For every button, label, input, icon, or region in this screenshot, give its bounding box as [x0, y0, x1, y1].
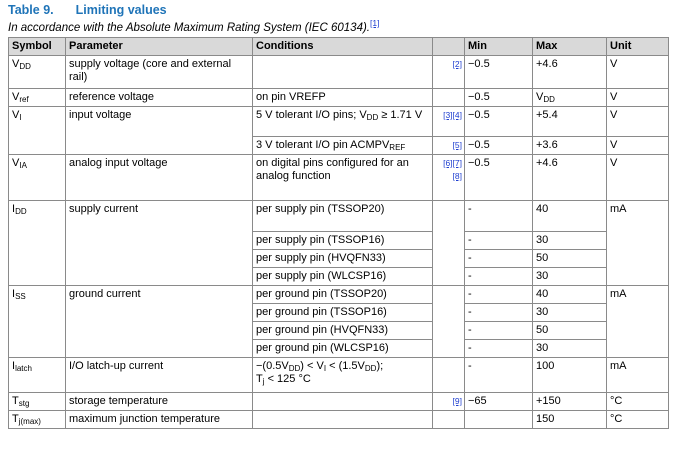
table-row [9, 411, 669, 429]
parameter-cell: I/O latch-up current [66, 358, 253, 393]
unit-cell: V [607, 107, 669, 137]
unit-cell: mA [607, 201, 669, 286]
header-row [9, 38, 669, 56]
conditions-cell: per supply pin (TSSOP16) [253, 232, 433, 250]
conditions-cell [253, 393, 433, 411]
symbol-cell: $V_I$ [9, 107, 66, 155]
max-cell: $V_{DD}$ [533, 89, 607, 107]
symbol-cell: $V_{IA}$ [9, 155, 66, 201]
header-min: Min [465, 38, 533, 56]
min-cell: - [465, 201, 533, 232]
max-cell: 30 [533, 304, 607, 322]
header-notes [433, 38, 465, 56]
min-cell: - [465, 358, 533, 393]
min-cell: −65 [465, 393, 533, 411]
parameter-cell: supply current [66, 201, 253, 286]
conditions-cell: 5 V tolerant I/O pins; $V_{DD} \ge 1.71$ V [253, 107, 433, 137]
min-cell [465, 411, 533, 429]
unit-cell: mA [607, 286, 669, 358]
conditions-cell: per ground pin (HVQFN33) [253, 322, 433, 340]
min-cell: −0.5 [465, 155, 533, 201]
conditions-cell: per ground pin (WLCSP16) [253, 340, 433, 358]
conditions-cell: per supply pin (HVQFN33) [253, 250, 433, 268]
unit-cell: V [607, 56, 669, 89]
note-cell [433, 56, 465, 89]
footnote-link[interactable]: [9] [452, 396, 462, 406]
max-cell: 40 [533, 286, 607, 304]
symbol-cell: $V_{ref}$ [9, 89, 66, 107]
note-cell [433, 137, 465, 155]
conditions-cell: per ground pin (TSSOP16) [253, 304, 433, 322]
note-cell [433, 286, 465, 358]
footnote-link[interactable]: [1] [370, 18, 380, 28]
parameter-cell: supply voltage (core and external rail) [66, 56, 253, 89]
unit-cell: V [607, 89, 669, 107]
max-cell: 30 [533, 340, 607, 358]
symbol-cell: $I_{latch}$ [9, 358, 66, 393]
table-row [9, 393, 669, 411]
symbol-cell: $T_{stg}$ [9, 393, 66, 411]
table-row [9, 89, 669, 107]
footnote-link[interactable]: [6][7] [443, 158, 462, 168]
parameter-cell: reference voltage [66, 89, 253, 107]
table-row [9, 286, 669, 304]
limiting-values-table [8, 37, 669, 429]
parameter-cell: ground current [66, 286, 253, 358]
conditions-cell: on pin VREFP [253, 89, 433, 107]
note-cell [433, 411, 465, 429]
header-max: Max [533, 38, 607, 56]
min-cell: −0.5 [465, 137, 533, 155]
min-cell: −0.5 [465, 56, 533, 89]
table-title [8, 3, 379, 17]
max-cell: +4.6 [533, 155, 607, 201]
symbol-cell: $V_{DD}$ [9, 56, 66, 89]
parameter-cell: input voltage [66, 107, 253, 155]
note-cell [433, 89, 465, 107]
note-cell [433, 155, 465, 201]
min-cell: - [465, 232, 533, 250]
conditions-cell [253, 56, 433, 89]
unit-cell: °C [607, 411, 669, 429]
table-row [9, 155, 669, 201]
min-cell: - [465, 250, 533, 268]
symbol-cell: $I_{DD}$ [9, 201, 66, 286]
table-caption [8, 3, 379, 34]
min-cell: −0.5 [465, 89, 533, 107]
min-cell: - [465, 304, 533, 322]
min-cell: −0.5 [465, 107, 533, 137]
table-row [9, 358, 669, 393]
max-cell: 30 [533, 232, 607, 250]
unit-cell: V [607, 155, 669, 201]
table-row [9, 107, 669, 137]
table-row [9, 56, 669, 89]
parameter-cell: maximum junction temperature [66, 411, 253, 429]
min-cell: - [465, 268, 533, 286]
max-cell: 100 [533, 358, 607, 393]
max-cell: 50 [533, 322, 607, 340]
note-cell [433, 107, 465, 137]
symbol-cell: $T_{j(max)}$ [9, 411, 66, 429]
max-cell: 50 [533, 250, 607, 268]
header-unit: Unit [607, 38, 669, 56]
conditions-cell: 3 V tolerant I/O pin $ACMPV_{REF}$ [253, 137, 433, 155]
footnote-link[interactable]: [5] [452, 140, 462, 150]
parameter-cell: analog input voltage [66, 155, 253, 201]
footnote-link[interactable]: [2] [452, 59, 462, 69]
table-subtitle-text: In accordance with the Absolute Maximum Rating System (IEC 60134). [8, 21, 370, 34]
conditions-cell [253, 411, 433, 429]
max-cell: 30 [533, 268, 607, 286]
footnote-link[interactable]: [3][4] [443, 110, 462, 120]
max-cell: +5.4 [533, 107, 607, 137]
min-cell: - [465, 286, 533, 304]
note-cell [433, 201, 465, 286]
note-cell [433, 358, 465, 393]
symbol-cell: $I_{SS}$ [9, 286, 66, 358]
header-symbol: Symbol [9, 38, 66, 56]
note-cell [433, 393, 465, 411]
header-conditions: Conditions [253, 38, 433, 56]
table-row [9, 201, 669, 232]
max-cell: +150 [533, 393, 607, 411]
conditions-cell: $-(0.5V_{DD}) < V_I < (1.5V_{DD})$; $T_j < 125$ °C [253, 358, 433, 393]
max-cell: +3.6 [533, 137, 607, 155]
unit-cell: V [607, 137, 669, 155]
table-label: Table 9. [8, 3, 54, 17]
unit-cell: °C [607, 393, 669, 411]
min-cell: - [465, 340, 533, 358]
max-cell: 40 [533, 201, 607, 232]
min-cell: - [465, 322, 533, 340]
conditions-cell: per ground pin (TSSOP20) [253, 286, 433, 304]
footnote-link[interactable]: [8] [452, 171, 462, 181]
max-cell: 150 [533, 411, 607, 429]
parameter-cell: storage temperature [66, 393, 253, 411]
header-parameter: Parameter [66, 38, 253, 56]
table-title-text: Limiting values [75, 3, 167, 17]
conditions-cell: per supply pin (WLCSP16) [253, 268, 433, 286]
conditions-cell: on digital pins configured for an analog function [253, 155, 433, 201]
conditions-cell: per supply pin (TSSOP20) [253, 201, 433, 232]
max-cell: +4.6 [533, 56, 607, 89]
unit-cell: mA [607, 358, 669, 393]
table-subtitle [8, 18, 379, 34]
